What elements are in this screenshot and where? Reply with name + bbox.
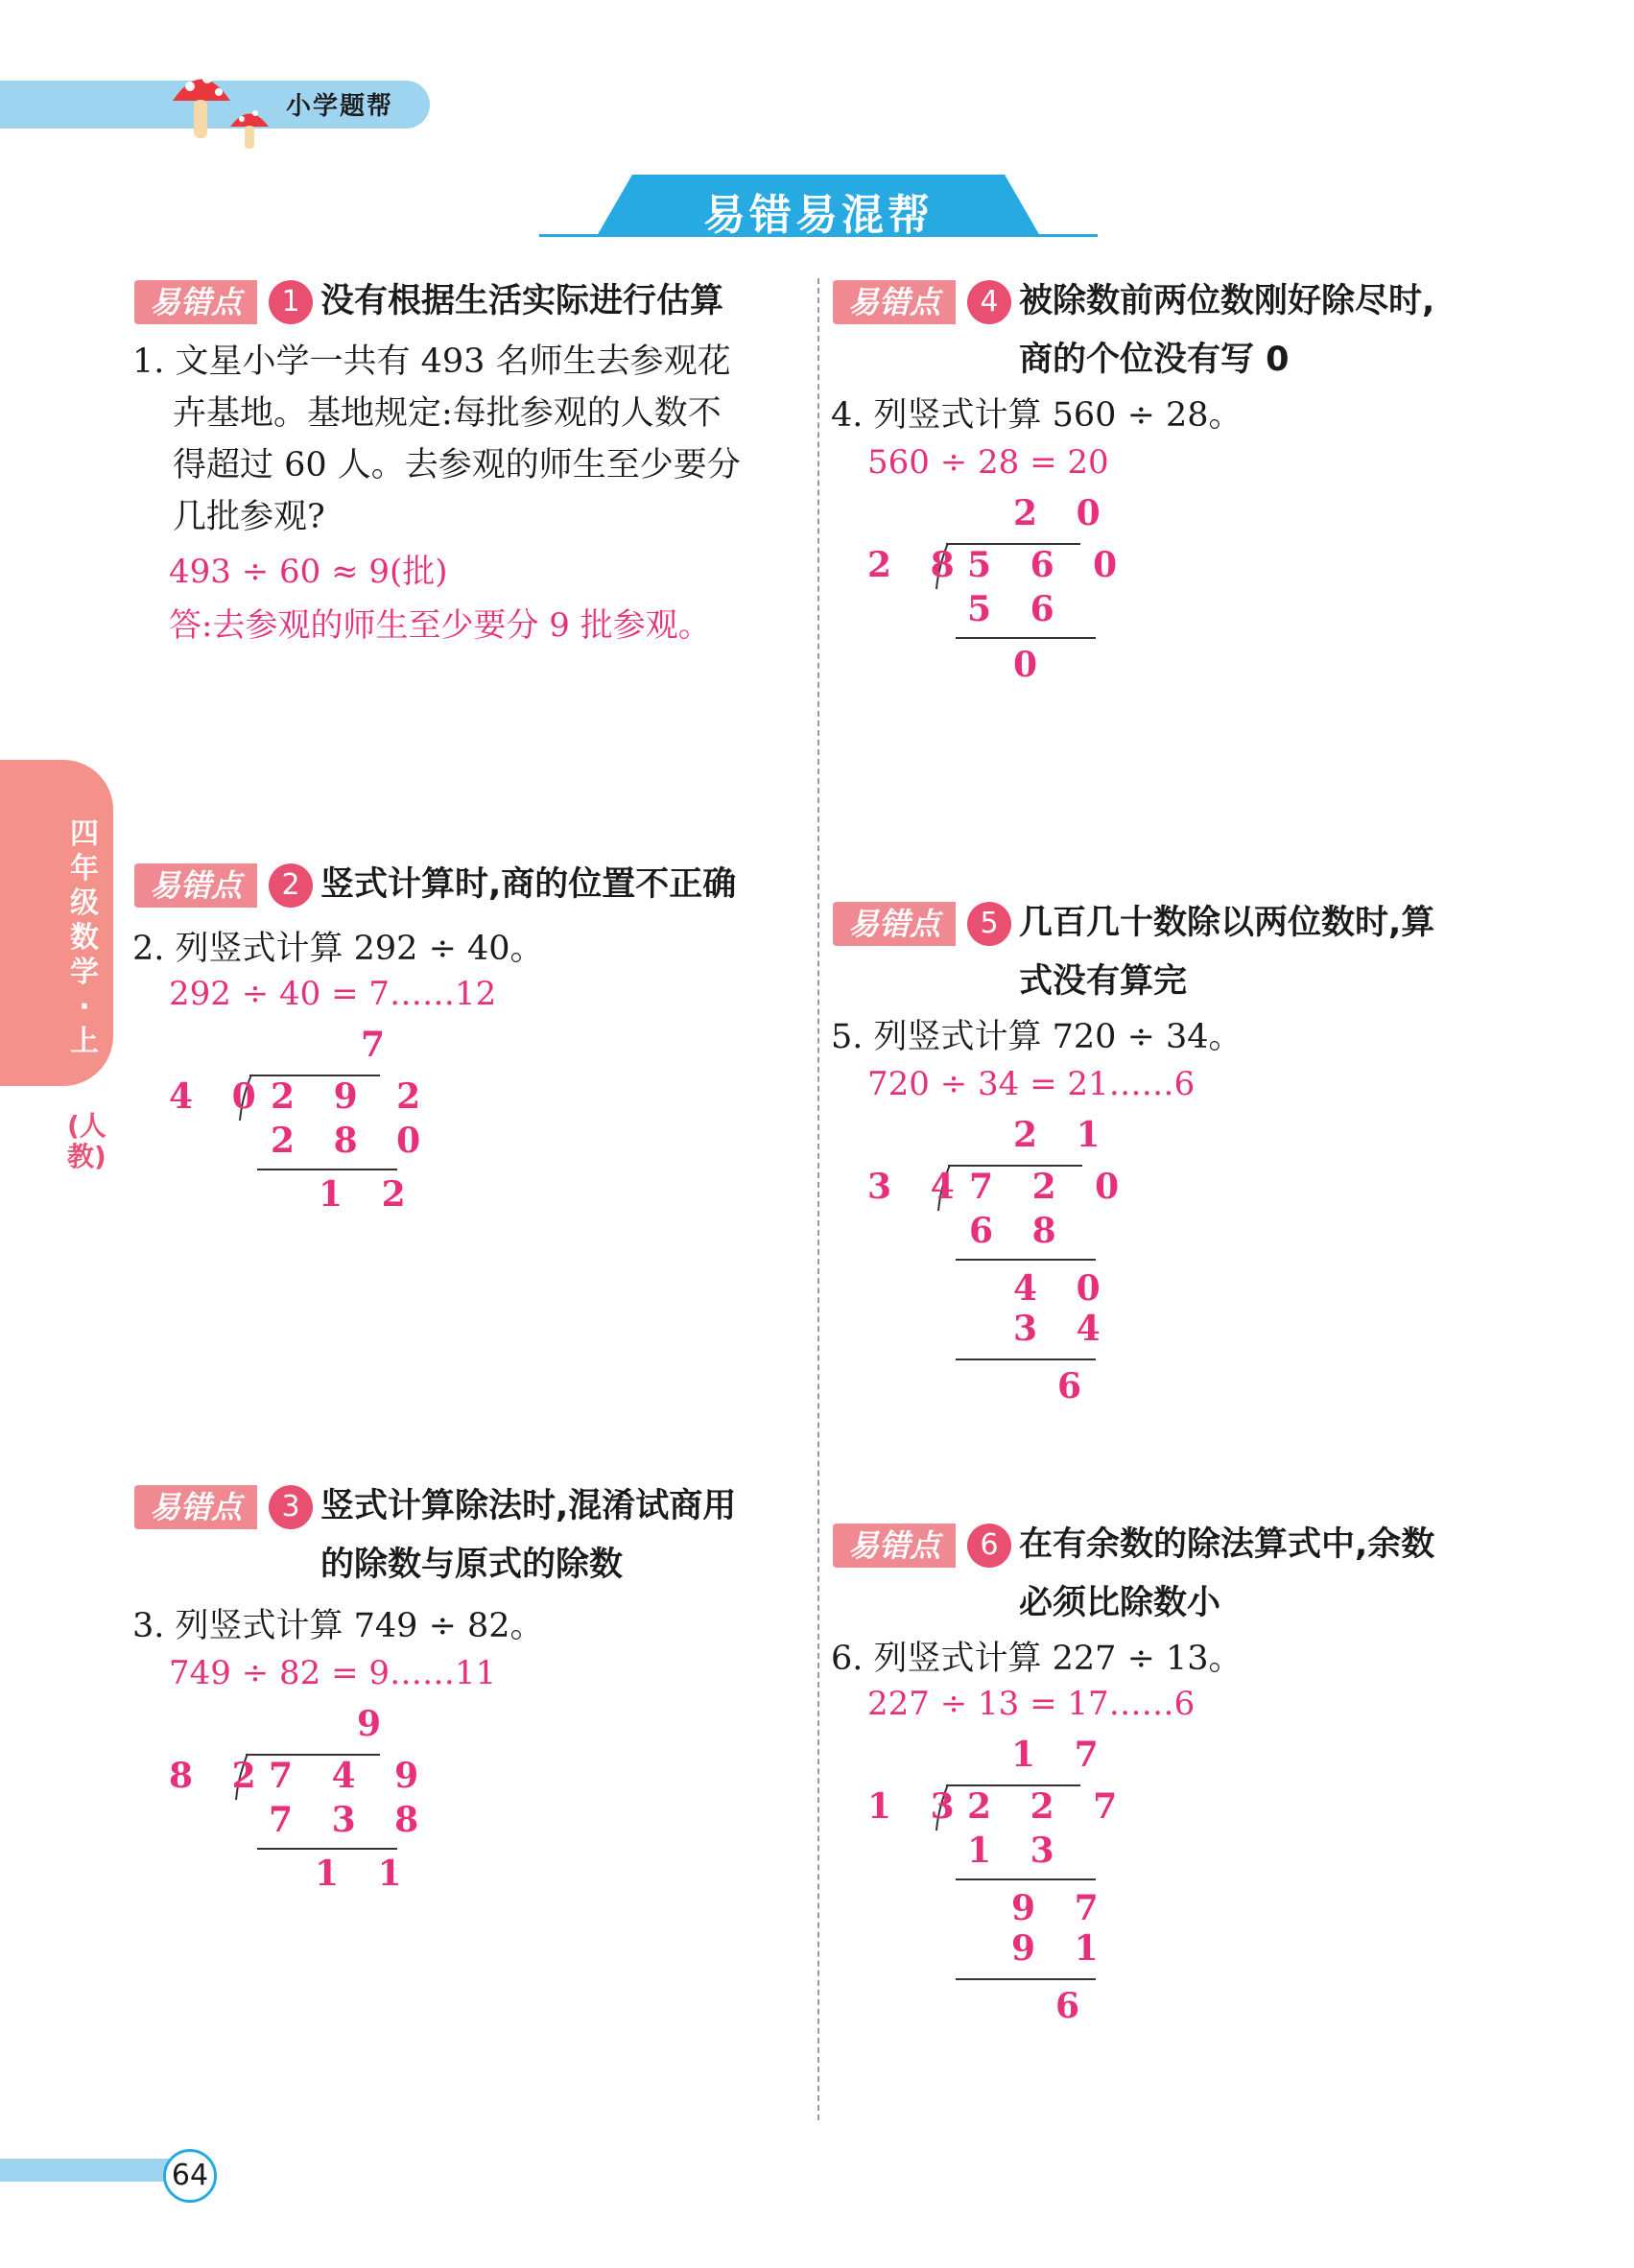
- question-line: 5. 列竖式计算 720 ÷ 34。: [831, 1018, 1243, 1056]
- division-step-line: [956, 1978, 1096, 1980]
- point-title-line: 竖式计算时,商的位置不正确: [320, 865, 737, 904]
- badge-number: 2: [269, 863, 313, 908]
- division-step-line: [257, 1848, 397, 1850]
- division-dividend: 7 4 9: [269, 1756, 433, 1796]
- division-step: 9 7: [1011, 1888, 1112, 1928]
- division-divisor: 8 2: [169, 1756, 270, 1796]
- division-remainder: 6: [1055, 1986, 1094, 2026]
- badge-number: 1: [269, 280, 313, 324]
- point-title-line: 在有余数的除法算式中,余数: [1019, 1525, 1435, 1564]
- long-division: [169, 1025, 435, 1226]
- question-line: 卉基地。基地规定:每批参观的人数不: [173, 394, 722, 433]
- answer-equation: 292 ÷ 40 = 7……12: [169, 975, 497, 1013]
- point-title-line: 的除数与原式的除数: [320, 1546, 624, 1584]
- division-divisor: 1 3: [867, 1786, 968, 1827]
- division-remainder: 0: [1013, 645, 1052, 685]
- point-title: [320, 272, 723, 331]
- point-title: [320, 1477, 736, 1595]
- badge-label: 易错点: [833, 1524, 956, 1568]
- question-line: 6. 列竖式计算 227 ÷ 13。: [831, 1640, 1243, 1678]
- division-step-line: [956, 1878, 1096, 1880]
- point-title-line: 没有根据生活实际进行估算: [320, 282, 724, 320]
- division-step: 1 3: [967, 1831, 1068, 1871]
- question-text: [831, 1633, 1243, 1685]
- column-divider: [817, 278, 819, 2120]
- long-division: [169, 1704, 433, 1905]
- badge-label: 易错点: [134, 863, 257, 908]
- division-step: 3 4: [1013, 1309, 1114, 1349]
- division-remainder: 1 1: [315, 1854, 415, 1894]
- badge-label: 易错点: [134, 280, 257, 324]
- division-quotient: 2 1: [1013, 1115, 1114, 1155]
- division-dividend: 2 9 2: [271, 1076, 435, 1117]
- division-quotient: 2 0: [1013, 493, 1114, 533]
- division-remainder: 1 2: [319, 1174, 419, 1215]
- question-line: 1. 文星小学一共有 493 名师生去参观花: [132, 343, 731, 381]
- badge-number: 4: [967, 280, 1011, 324]
- division-step-line: [956, 637, 1096, 639]
- answer-equation: 560 ÷ 28 = 20: [867, 443, 1109, 482]
- question-text: [132, 923, 544, 975]
- division-step: 4 0: [1013, 1268, 1114, 1309]
- question-text: [132, 1600, 544, 1652]
- side-tab-subject: 四年级数学·上: [70, 817, 99, 1058]
- question-line: 4. 列竖式计算 560 ÷ 28。: [831, 396, 1243, 435]
- question-line: 几批参观?: [173, 498, 325, 536]
- division-step-line: [257, 1169, 397, 1170]
- page-number: 64: [163, 2149, 217, 2203]
- division-step-line: [956, 1259, 1096, 1261]
- answer-sentence: 答:去参观的师生至少要分 9 批参观。: [169, 606, 711, 645]
- division-step-line: [956, 1358, 1096, 1360]
- page-title: 易错易混帮: [703, 191, 934, 240]
- mushroom-icon: [163, 58, 278, 154]
- point-title-line: 式没有算完: [1019, 962, 1188, 1001]
- long-division: [867, 493, 1131, 695]
- division-step: 9 1: [1011, 1928, 1112, 1969]
- division-quotient: 9: [357, 1704, 395, 1744]
- badge-label: 易错点: [134, 1485, 257, 1529]
- question-text: [831, 1011, 1243, 1063]
- division-divisor: 3 4: [867, 1167, 968, 1207]
- badge-label: 易错点: [833, 280, 956, 324]
- division-dividend: 7 2 0: [969, 1167, 1133, 1207]
- point-title: [1019, 272, 1434, 390]
- answer-equation: 720 ÷ 34 = 21……6: [867, 1065, 1196, 1103]
- division-dividend: 5 6 0: [967, 545, 1131, 585]
- question-line: 2. 列竖式计算 292 ÷ 40。: [132, 930, 544, 968]
- question-text: [831, 390, 1243, 441]
- brand-name: 小学题帮: [286, 92, 394, 121]
- question-line: 3. 列竖式计算 749 ÷ 82。: [132, 1607, 544, 1645]
- long-division: [867, 1115, 1133, 1422]
- division-step: 2 8 0: [271, 1121, 435, 1161]
- division-divisor: 4 0: [169, 1076, 270, 1117]
- point-title-line: 竖式计算除法时,混淆试商用: [320, 1487, 737, 1525]
- point-title-line: 必须比除数小: [1019, 1584, 1221, 1622]
- point-title: [1019, 894, 1434, 1011]
- division-step: 6 8: [969, 1211, 1070, 1251]
- answer-equation: 749 ÷ 82 = 9……11: [169, 1654, 497, 1692]
- division-step: 5 6: [967, 589, 1068, 629]
- point-title: [320, 856, 736, 914]
- badge-label: 易错点: [833, 902, 956, 946]
- answer-text: [169, 545, 711, 652]
- point-title-line: 被除数前两位数刚好除尽时,: [1019, 282, 1435, 320]
- division-dividend: 2 2 7: [967, 1786, 1131, 1827]
- point-title-line: 商的个位没有写 0: [1019, 341, 1290, 379]
- page-number-bar: [0, 2159, 182, 2182]
- division-remainder: 6: [1057, 1366, 1096, 1406]
- long-division: [867, 1735, 1131, 2042]
- question-text: [132, 336, 741, 543]
- division-quotient: 7: [361, 1025, 399, 1065]
- point-title-line: 几百几十数除以两位数时,算: [1019, 904, 1435, 942]
- badge-number: 6: [967, 1524, 1011, 1568]
- question-line: 得超过 60 人。去参观的师生至少要分: [173, 446, 741, 484]
- answer-equation: 227 ÷ 13 = 17……6: [867, 1685, 1196, 1723]
- point-title: [1019, 1516, 1434, 1633]
- answer-equation: 493 ÷ 60 ≈ 9(批): [169, 553, 448, 591]
- division-quotient: 1 7: [1011, 1735, 1112, 1775]
- division-step: 7 3 8: [269, 1800, 433, 1840]
- badge-number: 5: [967, 902, 1011, 946]
- badge-number: 3: [269, 1485, 313, 1529]
- division-divisor: 2 8: [867, 545, 968, 585]
- side-tab-edition: (人教): [67, 1110, 107, 1172]
